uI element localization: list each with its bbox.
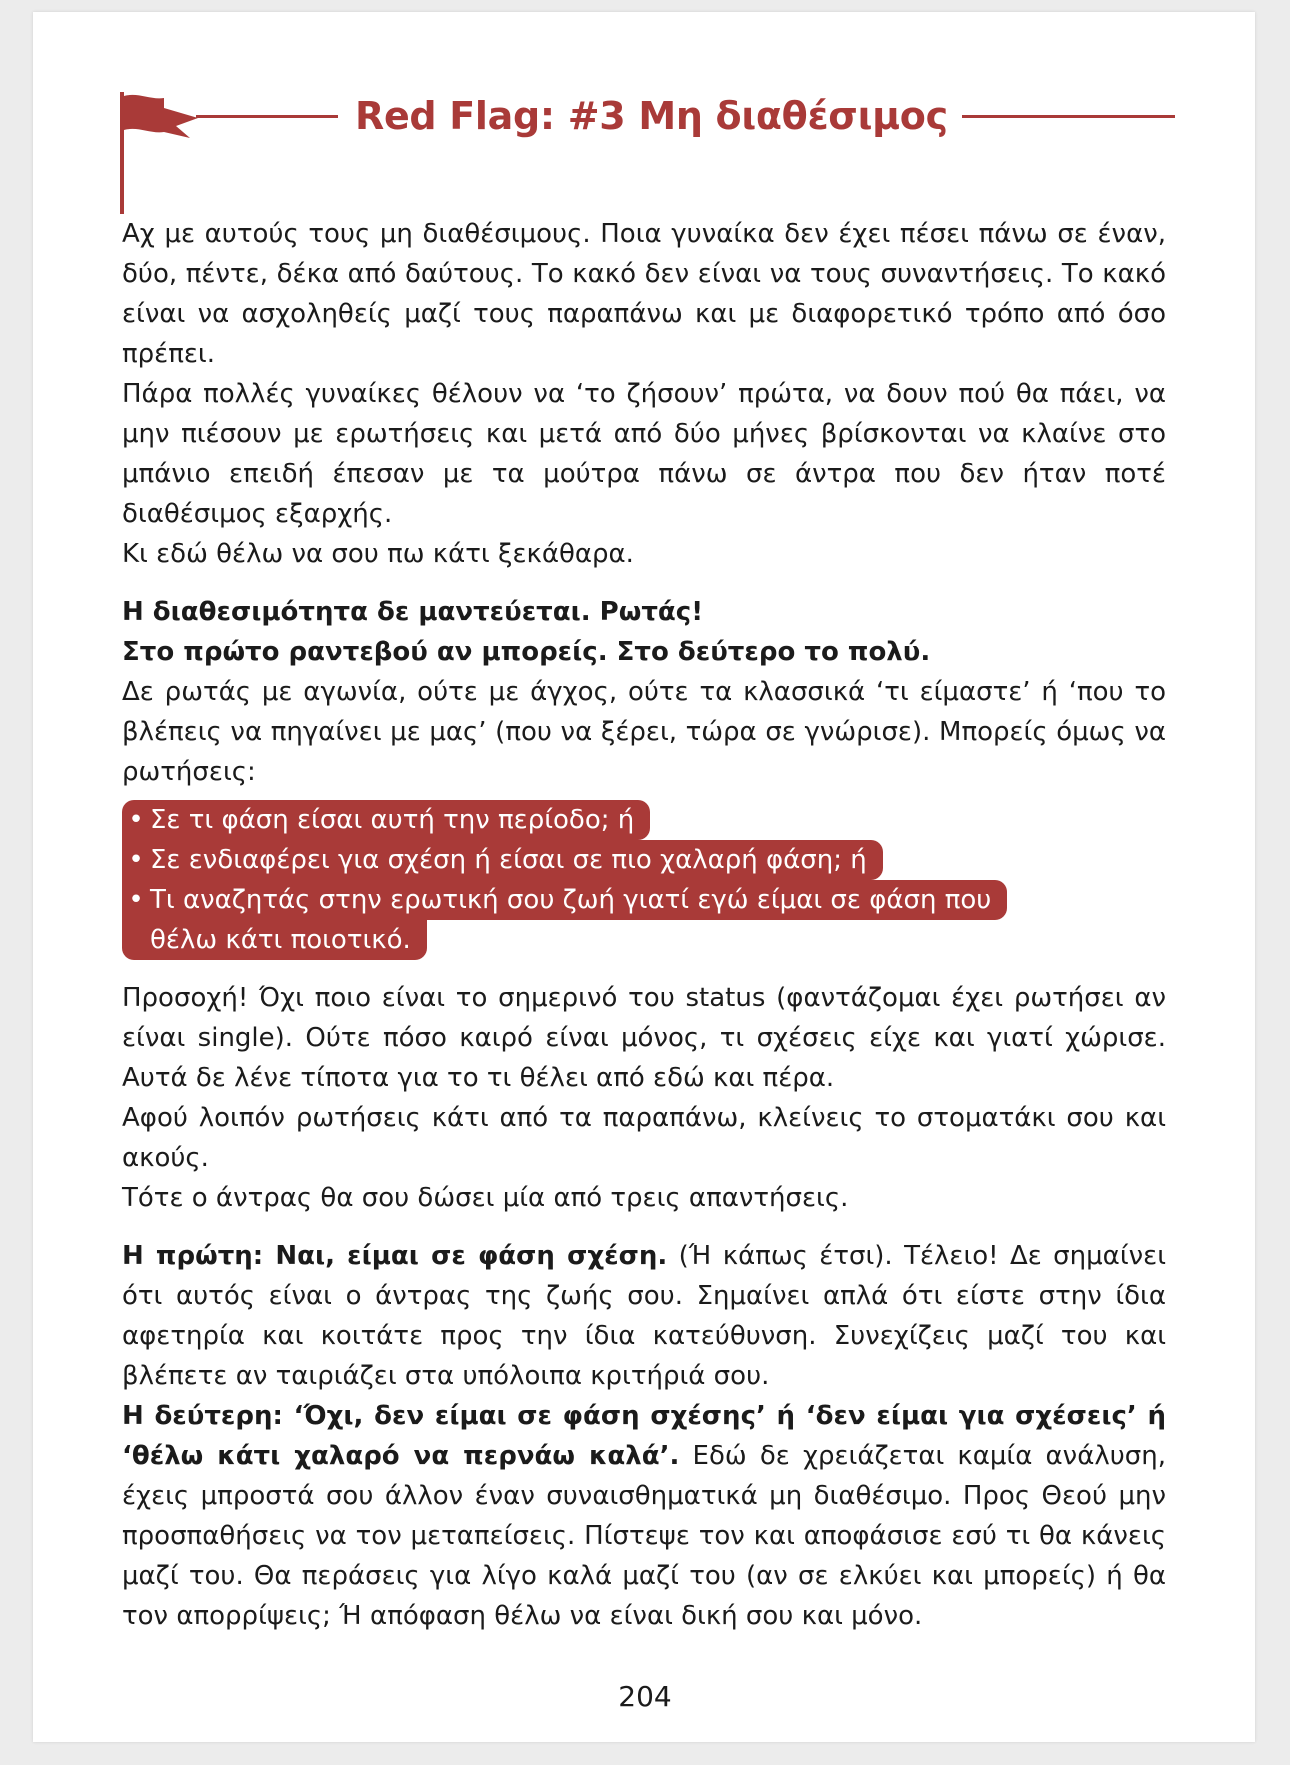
question-item-1 <box>122 800 1166 840</box>
title-rule-right <box>962 115 1175 118</box>
question-item-2 <box>122 840 1166 880</box>
answer-second-label: Η δεύτερη: ‘Όχι, δεν είμαι σε φάση σχέσης’ ή ‘δεν είμαι για σχέσεις’ ή ‘θέλω κάτι χαλαρό να περνάω καλά’. <box>122 1401 1166 1471</box>
intro-paragraph-2: Πάρα πολλές γυναίκες θέλουν να ‘το ζήσουν’ πρώτα, να δουν πού θα πάει, να μην πιέσουν με ερωτήσεις και μετά από δύο μήνες βρίσκονται να κλαίνε στο μπάνιο επειδή έπεσαν με τα μούτρα πάνω σε άντρα που δεν ήταν ποτέ διαθέσιμος εξαρχής. <box>122 379 1166 529</box>
question-list <box>122 800 1166 960</box>
page-title: Red Flag: #3 Μη διαθέσιμος <box>355 94 948 138</box>
question-item-3 <box>122 880 1166 960</box>
page-number: 204 <box>618 1680 672 1713</box>
answer-first-label: Η πρώτη: Ναι, είμαι σε φάση σχέση. <box>122 1241 668 1271</box>
spacer <box>122 574 1166 592</box>
answer-first <box>122 1236 1166 1396</box>
title-rule-left <box>196 115 338 118</box>
answer-first-text: (Ή κάπως έτσι). Τέλειο! Δε σημαίνει ότι αυτός είναι ο άντρας της ζωής σου. Σημαίνει απλά ότι είστε στην ίδια αφετηρία και κοιτάτε προς την ίδια κατεύθυνση. Συνεχίζεις μαζί του και βλέπετε αν ταιριάζει στα υπόλοιπα κριτήριά σου. <box>122 1241 1166 1391</box>
intro-paragraph-3: Κι εδώ θέλω να σου πω κάτι ξεκάθαρα. <box>122 539 634 569</box>
bullet: • <box>128 845 144 875</box>
page-content <box>122 214 1166 1636</box>
question-text: Σε ενδιαφέρει για σχέση ή είσαι σε πιο χαλαρή φάση; ή <box>150 845 867 875</box>
caution-paragraph-1: Προσοχή! Όχι ποιο είναι το σημερινό του status (φαντάζομαι έχει ρωτήσει αν είναι single). Ούτε πόσο καιρό είναι μόνος, τι σχέσεις είχε και γιατί χώρισε. Αυτά δε λένε τίποτα για το τι θέλει από εδώ και πέρα. <box>122 983 1166 1093</box>
caution-paragraph-2: Αφού λοιπόν ρωτήσεις κάτι από τα παραπάνω, κλείνεις το στοματάκι σου και ακούς. <box>122 1103 1166 1173</box>
highlight <box>122 800 650 840</box>
bullet: • <box>128 885 144 915</box>
highlight <box>122 880 1007 920</box>
highlight <box>122 840 883 880</box>
advice-bold-line-1: Η διαθεσιμότητα δε μαντεύεται. Ρωτάς! <box>122 597 704 627</box>
bullet: • <box>128 805 144 835</box>
advice-bold-line-2: Στο πρώτο ραντεβού αν μπορείς. Στο δεύτερο το πολύ. <box>122 637 931 667</box>
advice-paragraph: Δε ρωτάς με αγωνία, ούτε με άγχος, ούτε τα κλασσικά ‘τι είμαστε’ ή ‘που το βλέπεις να πηγαίνει με μας’ (που να ξέρει, τώρα σε γνώρισε). Μπορείς όμως να ρωτήσεις: <box>122 677 1166 787</box>
spacer <box>122 1218 1166 1236</box>
caution-paragraph-3: Τότε ο άντρας θα σου δώσει μία από τρεις απαντήσεις. <box>122 1183 849 1213</box>
question-text: Τι αναζητάς στην ερωτική σου ζωή γιατί εγώ είμαι σε φάση που <box>150 885 992 915</box>
answer-second-text: Εδώ δε χρειάζεται καμία ανάλυση, έχεις μπροστά σου άλλον έναν συναισθηματικά μη διαθέσιμο. Προς Θεού μην προσπαθήσεις να τον μεταπείσεις. Πίστεψε τον και αποφάσισε εσύ τι θα κάνεις μαζί του. Θα περάσεις για λίγο καλά μαζί του (αν σε ελκύει και μπορείς) ή θα τον απορρίψεις; Ή απόφαση θέλω να είναι δική σου και μόνο. <box>122 1441 1166 1631</box>
question-text: Σε τι φάση είσαι αυτή την περίοδο; ή <box>150 805 635 835</box>
intro-paragraph-1: Αχ με αυτούς τους μη διαθέσιμους. Ποια γυναίκα δεν έχει πέσει πάνω σε έναν, δύο, πέντε, δέκα από δαύτους. Το κακό δεν είναι να τους συναντήσεις. Το κακό είναι να ασχοληθείς μαζί τους παραπάνω και με διαφορετικό τρόπο από όσο πρέπει. <box>122 219 1166 369</box>
question-text: θέλω κάτι ποιοτικό. <box>150 925 411 955</box>
answer-second <box>122 1396 1166 1636</box>
red-flag-icon <box>120 92 200 214</box>
highlight <box>122 920 427 960</box>
spacer <box>122 960 1166 978</box>
